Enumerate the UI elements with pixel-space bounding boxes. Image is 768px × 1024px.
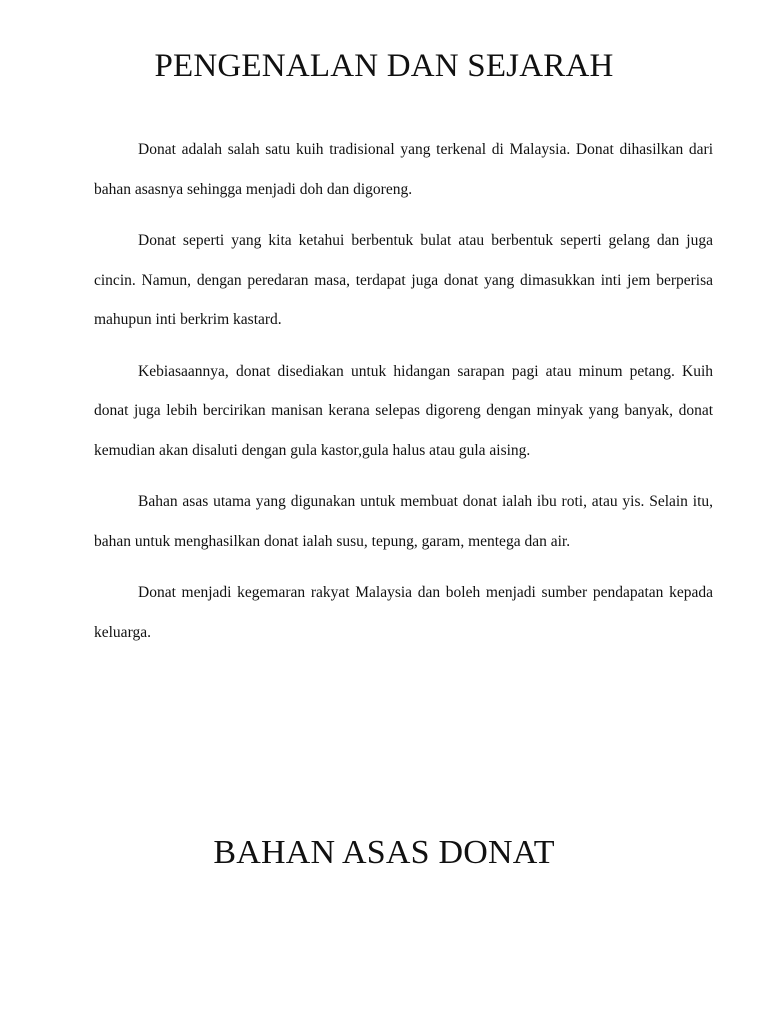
page-title: PENGENALAN DAN SEJARAH xyxy=(154,48,614,84)
paragraph: Bahan asas utama yang digunakan untuk membuat donat ialah ibu roti, atau yis. Selain itu, bahan untuk menghasilkan donat ialah susu, tepung, garam, mentega dan air. xyxy=(94,493,713,550)
document-body xyxy=(94,130,713,664)
paragraph: Kebiasaannya, donat disediakan untuk hidangan sarapan pagi atau minum petang. Kuih donat juga lebih bercirikan manisan kerana selepas digoreng dengan minyak yang banyak, donat kemudian akan disaluti dengan gula kastor,gula halus atau gula aising. xyxy=(94,362,713,459)
paragraph: Donat menjadi kegemaran rakyat Malaysia dan boleh menjadi sumber pendapatan kepada keluarga. xyxy=(94,584,713,641)
section-title: BAHAN ASAS DONAT xyxy=(213,834,555,871)
paragraph: Donat adalah salah satu kuih tradisional yang terkenal di Malaysia. Donat dihasilkan dari bahan asasnya sehingga menjadi doh dan digoreng. xyxy=(94,141,713,198)
paragraph: Donat seperti yang kita ketahui berbentuk bulat atau berbentuk seperti gelang dan juga cincin. Namun, dengan peredaran masa, terdapat juga donat yang dimasukkan inti jem berperisa mahupun inti berkrim kastard. xyxy=(94,232,713,328)
